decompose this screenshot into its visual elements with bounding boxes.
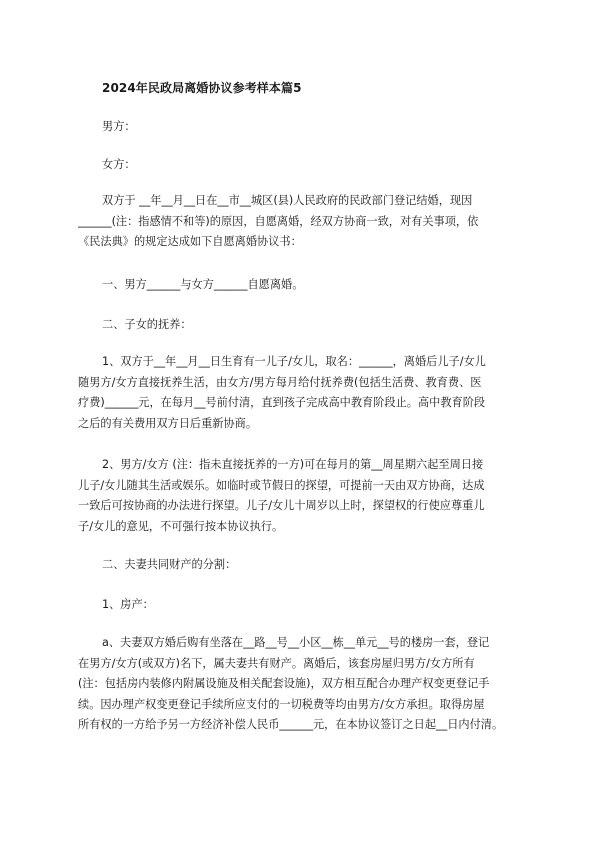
intro-line: 《民法典》的规定达成如下自愿离婚协议书： (78, 235, 302, 249)
property-item-a (78, 633, 522, 736)
paragraph-line: (注：包括房内装修内附属设施及相关配套设施)，双方相互配合办理产权变更登记手 (78, 677, 490, 691)
intro-line: 双方于 __年__月__日在__市__城区(县)人民政府的民政部门登记结婚，现因 (102, 194, 473, 207)
child-custody-item-1 (78, 352, 522, 434)
child-custody-item-2 (78, 455, 522, 537)
clause-divorce: 一、男方______与女方______自愿离婚。 (102, 278, 304, 291)
female-party-label: 女方： (102, 158, 136, 171)
paragraph-line: 2、男方/女方 (注：指未直接抚养的一方)可在每月的第__周星期六起至周日接 (102, 458, 484, 471)
clause-property-heading: 二、夫妻共同财产的分割： (102, 558, 237, 571)
intro-line: ______(注：指感情不和等)的原因，自愿离婚，经双方协商一致，对有关事项，依 (78, 214, 479, 228)
intro-paragraph (78, 191, 522, 253)
paragraph-line: a、夫妻双方婚后购有坐落在__路__号__小区__栋__单元__号的楼房一套，登记 (102, 636, 490, 649)
male-party-label: 男方： (102, 120, 136, 133)
paragraph-line: 儿子/女儿随其生活或娱乐。如临时或节假日的探望，可提前一天由双方协商，达成 (78, 478, 485, 492)
paragraph-line: 之后的有关费用双方日后重新协商。 (78, 416, 258, 430)
paragraph-line: 所有权的一方给予另一方经济补偿人民币______元，在本协议签订之日起__日内付清。 (78, 718, 504, 732)
paragraph-line: 随男方/女方直接抚养生活，由女方/男方每月给付抚养费(包括生活费、教育费、医 (78, 375, 482, 389)
paragraph-line: 疗费)______元，在每月__号前付清，直到孩子完成高中教育阶段止。高中教育阶段 (78, 396, 486, 410)
document-title: 2024年民政局离婚协议参考样本篇5 (102, 81, 302, 95)
paragraph-line: 续。因办理产权变更登记手续所应支付的一切税费等均由男方/女方承担。取得房屋 (78, 697, 485, 711)
property-house-heading: 1、房产： (102, 598, 154, 611)
paragraph-line: 在男方/女方(或双方)名下，属夫妻共有财产。离婚后，该套房屋归男方/女方所有 (78, 656, 475, 670)
clause-child-custody-heading: 二、子女的抚养： (102, 318, 192, 331)
paragraph-line: 子/女儿的意见，不可强行按本协议执行。 (78, 519, 284, 533)
paragraph-line: 一致后可按协商的办法进行探望。儿子/女儿十周岁以上时，探望权的行使应尊重儿 (78, 499, 485, 513)
paragraph-line: 1、双方于__年__月__日生育有一儿子/女儿，取名：______，离婚后儿子/女儿 (102, 355, 486, 368)
